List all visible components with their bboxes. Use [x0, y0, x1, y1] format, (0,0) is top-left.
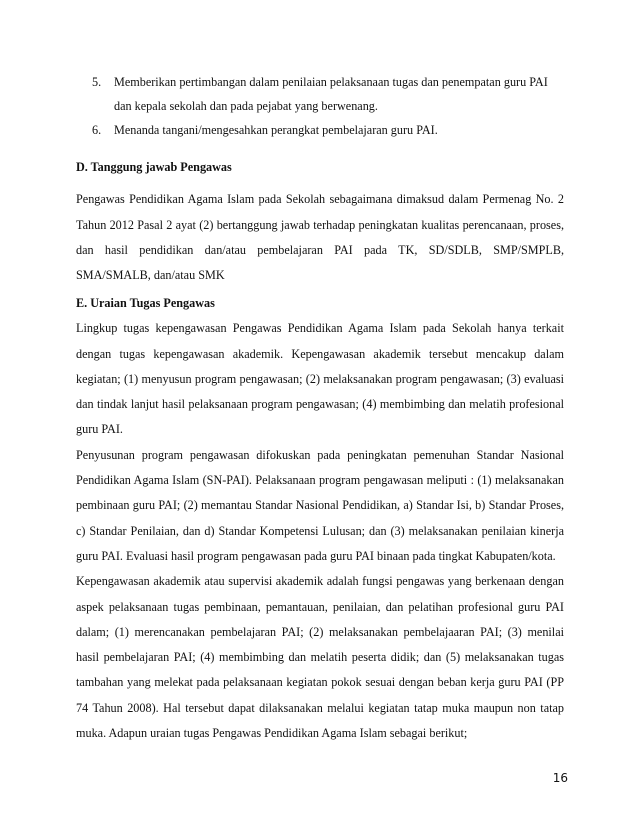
numbered-list	[92, 70, 564, 142]
list-item	[92, 118, 564, 142]
list-item-text: Menanda tangani/mengesahkan perangkat pembelajaran guru PAI.	[114, 123, 438, 137]
list-item-number: 6.	[92, 123, 102, 137]
section-e	[76, 291, 564, 746]
page-number: 16	[552, 771, 568, 785]
section-e-heading: E. Uraian Tugas Pengawas	[76, 296, 215, 310]
list-item	[92, 70, 564, 118]
section-d-heading: D. Tanggung jawab Pengawas	[76, 160, 232, 174]
section-d	[76, 155, 564, 288]
list-item-number: 5.	[92, 75, 102, 89]
section-e-paragraph-1: Lingkup tugas kepengawasan Pengawas Pendidikan Agama Islam pada Sekolah hanya terkait dengan tugas kepengawasan akademik. Kepengawasan akademik tersebut mencakup dalam kegiatan; (1) menyusun program pengawasan; (2) melaksanakan program pengawasan; (3) evaluasi dan tindak lanjut hasil pelaksanaan program pengawasan; (4) membimbing dan melatih profesional guru PAI.	[76, 321, 564, 437]
section-d-paragraph: Pengawas Pendidikan Agama Islam pada Sekolah sebagaimana dimaksud dalam Permenag No. 2 Tahun 2012 Pasal 2 ayat (2) bertanggung jawab terhadap peningkatan kualitas perencanaan, proses, dan hasil pendidikan dan/atau pembelajaran PAI pada TK, SD/SDLB, SMP/SMPLB, SMA/SMALB, dan/atau SMK	[76, 192, 564, 283]
list-item-text: Memberikan pertimbangan dalam penilaian pelaksanaan tugas dan penempatan guru PAI dan kepala sekolah dan pada pejabat yang berwenang.	[114, 75, 548, 113]
section-e-paragraph-3: Kepengawasan akademik atau supervisi akademik adalah fungsi pengawas yang berkenaan dengan aspek pelaksanaan tugas pembinaan, pemantauan, penilaian, dan pelatihan profesional guru PAI dalam; (1) merencanakan pembelajaran PAI; (2) melaksanakan pembelajaaran PAI; (3) menilai hasil pembelajaran PAI; (4) membimbing dan melatih peserta didik; dan (5) melaksanakan tugas tambahan yang melekat pada pelaksanaan kegiatan pokok sesuai dengan beban kerja guru PAI (PP 74 Tahun 2008). Hal tersebut dapat dilaksanakan melalui kegiatan tatap muka maupun non tatap muka. Adapun uraian tugas Pengawas Pendidikan Agama Islam sebagai berikut;	[76, 574, 564, 741]
section-e-paragraph-2: Penyusunan program pengawasan difokuskan pada peningkatan pemenuhan Standar Nasional Pendidikan Agama Islam (SN-PAI). Pelaksanaan program pengawasan meliputi : (1) melaksanakan pembinaan guru PAI; (2) memantau Standar Nasional Pendidikan, a) Standar Isi, b) Standar Proses, c) Standar Penilaian, dan d) Standar Kompetensi Lulusan; dan (3) melaksanakan penilaian kinerja guru PAI. Evaluasi hasil program pengawasan pada guru PAI binaan pada tingkat Kabupaten/kota.	[76, 447, 564, 563]
